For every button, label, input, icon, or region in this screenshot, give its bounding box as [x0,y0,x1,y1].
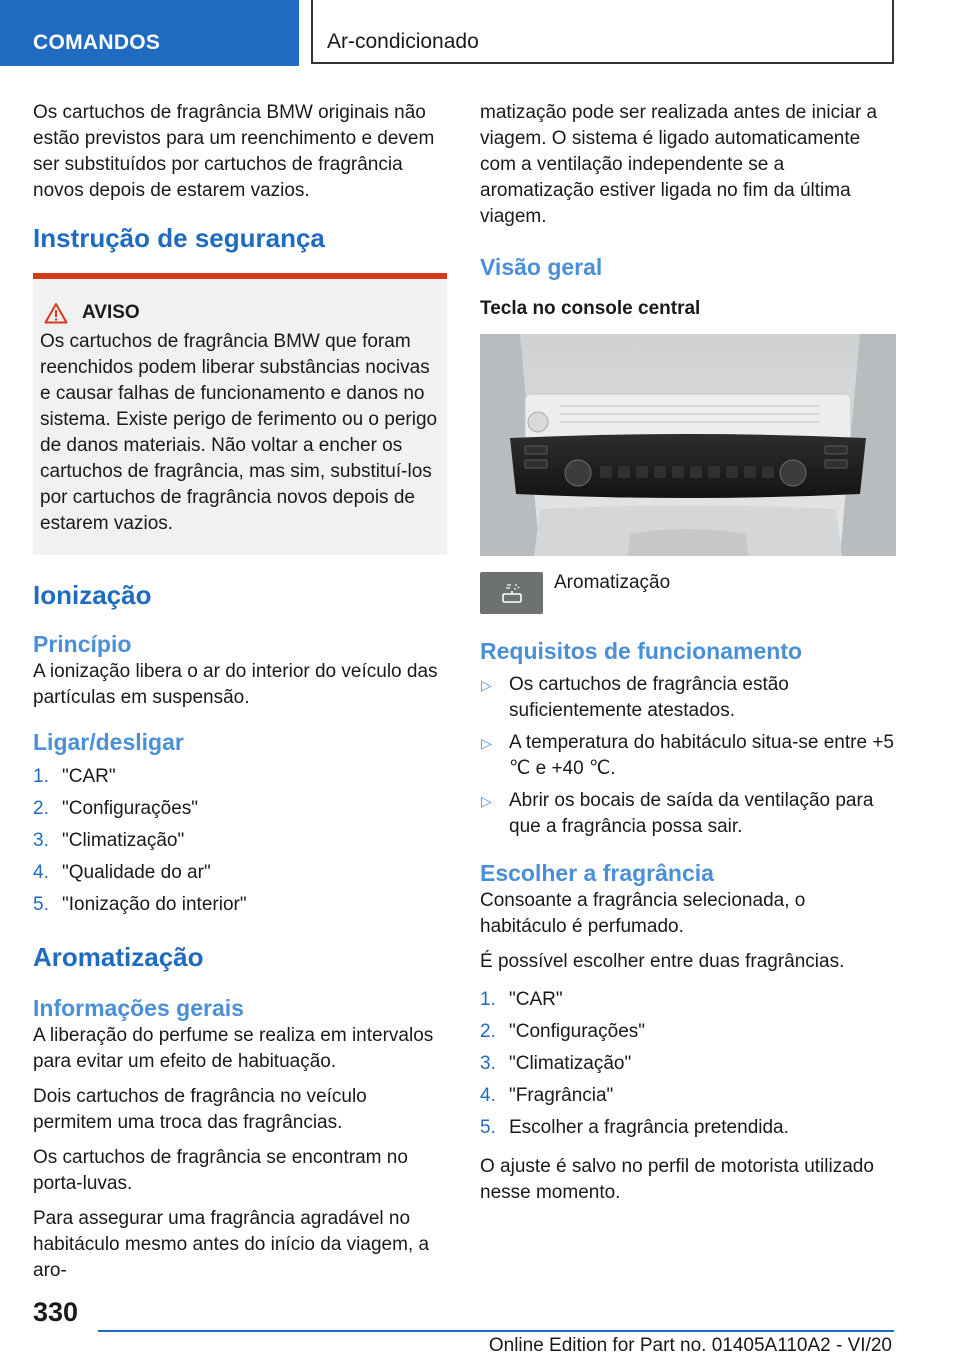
principle-text: A ionização libera o ar do interior do veículo das partículas em suspensão. [33,661,438,708]
list-item: 3. "Climatização" [480,1053,632,1074]
onoff-steps [33,761,449,921]
list-item: 5. "Ionização do interior" [33,894,247,915]
warning-title: AVISO [82,302,140,323]
overview-heading: Visão geral [480,254,603,280]
general-heading: Informações gerais [33,995,244,1021]
chapter-tab [311,0,894,64]
list-item: 4. "Fragrância" [480,1085,614,1106]
bullet-triangle-icon: ▷ [481,735,492,751]
bullet-triangle-icon: ▷ [481,677,492,693]
list-item: ▷ Abrir os bocais de saída da ventilação para que a fragrância possa sair. [481,790,874,837]
center-console-photo [480,334,896,556]
safety-heading: Instrução de segurança [33,223,325,253]
warning-box [33,273,447,555]
requirements-heading: Requisitos de funcionamento [480,638,803,664]
aromatization-key-label: Aromatização [554,572,671,593]
closing-paragraph: O ajuste é salvo no perfil de motorista utilizado nesse momento. [480,1156,874,1203]
console-heading: Tecla no console central [480,298,701,319]
requirements-list [480,672,896,840]
list-item: ▷ A temperatura do habitáculo situa-se entre +5 ℃ e +40 ℃. [481,732,894,779]
section-tab [0,0,299,66]
continued-paragraph: matização pode ser realizada antes de iniciar a viagem. O sistema é ligado automaticamente com a ventilação independente se a aromatização estiver ligada no fim da última viagem. [480,102,878,227]
list-item: 4. "Qualidade do ar" [33,862,211,883]
aroma-heading: Aromatização [33,942,204,972]
principle-heading: Princípio [33,631,132,657]
list-item: 1. "CAR" [480,989,563,1010]
choose-steps [480,984,896,1144]
list-item: 2. "Configurações" [33,798,199,819]
bullet-triangle-icon: ▷ [481,793,492,809]
page-number: 330 [33,1297,79,1327]
chapter-title: Ar-condicionado [327,30,479,53]
choose-paragraph: É possível escolher entre duas fragrâncias. [480,951,845,972]
general-paragraph: Os cartuchos de fragrância se encontram no porta-luvas. [33,1147,408,1194]
section-title: COMANDOS [33,31,161,54]
warning-text: Os cartuchos de fragrância BMW que foram reenchidos podem liberar substâncias nocivas e causar falhas de funcionamento e danos no sistema. Existe perigo de ferimento ou o perigo de danos materiais. Não voltar a encher os cartuchos de fragrância, mas sim, substituí-los por cartuchos de fragrância novos depois de estarem vazios. [40,331,438,534]
list-item: 3. "Climatização" [33,830,185,851]
choose-paragraph: Consoante a fragrância selecionada, o habitáculo é perfumado. [480,890,806,937]
list-item: 1. "CAR" [33,766,116,787]
aromatization-key-icon [480,572,543,614]
ionization-heading: Ionização [33,580,152,610]
right-column [480,100,896,1215]
intro-paragraph: Os cartuchos de fragrância BMW originais não estão previstos para um reenchimento e devem ser substituídos por cartuchos de fragrância novos depois de estarem vazios. [33,102,435,201]
footer-rule [98,1330,894,1332]
general-paragraph: A liberação do perfume se realiza em intervalos para evitar um efeito de habituação. [33,1025,434,1072]
general-paragraph: Para assegurar uma fragrância agradável no habitáculo mesmo antes do início da viagem, a aro- [33,1208,430,1281]
warning-icon [44,302,68,324]
list-item: 2. "Configurações" [480,1021,646,1042]
list-item: 5. Escolher a fragrância pretendida. [480,1117,789,1138]
edition-note: Online Edition for Part no. 01405A110A2 - VI/20 [488,1335,892,1356]
choose-heading: Escolher a fragrância [480,860,714,886]
general-paragraph: Dois cartuchos de fragrância no veículo permitem uma troca das fragrâncias. [33,1086,367,1133]
list-item: ▷ Os cartuchos de fragrância estão suficientemente atestados. [481,674,789,721]
onoff-heading: Ligar/desligar [33,729,184,755]
left-column [33,100,449,1293]
aromatization-key-legend [480,572,896,614]
